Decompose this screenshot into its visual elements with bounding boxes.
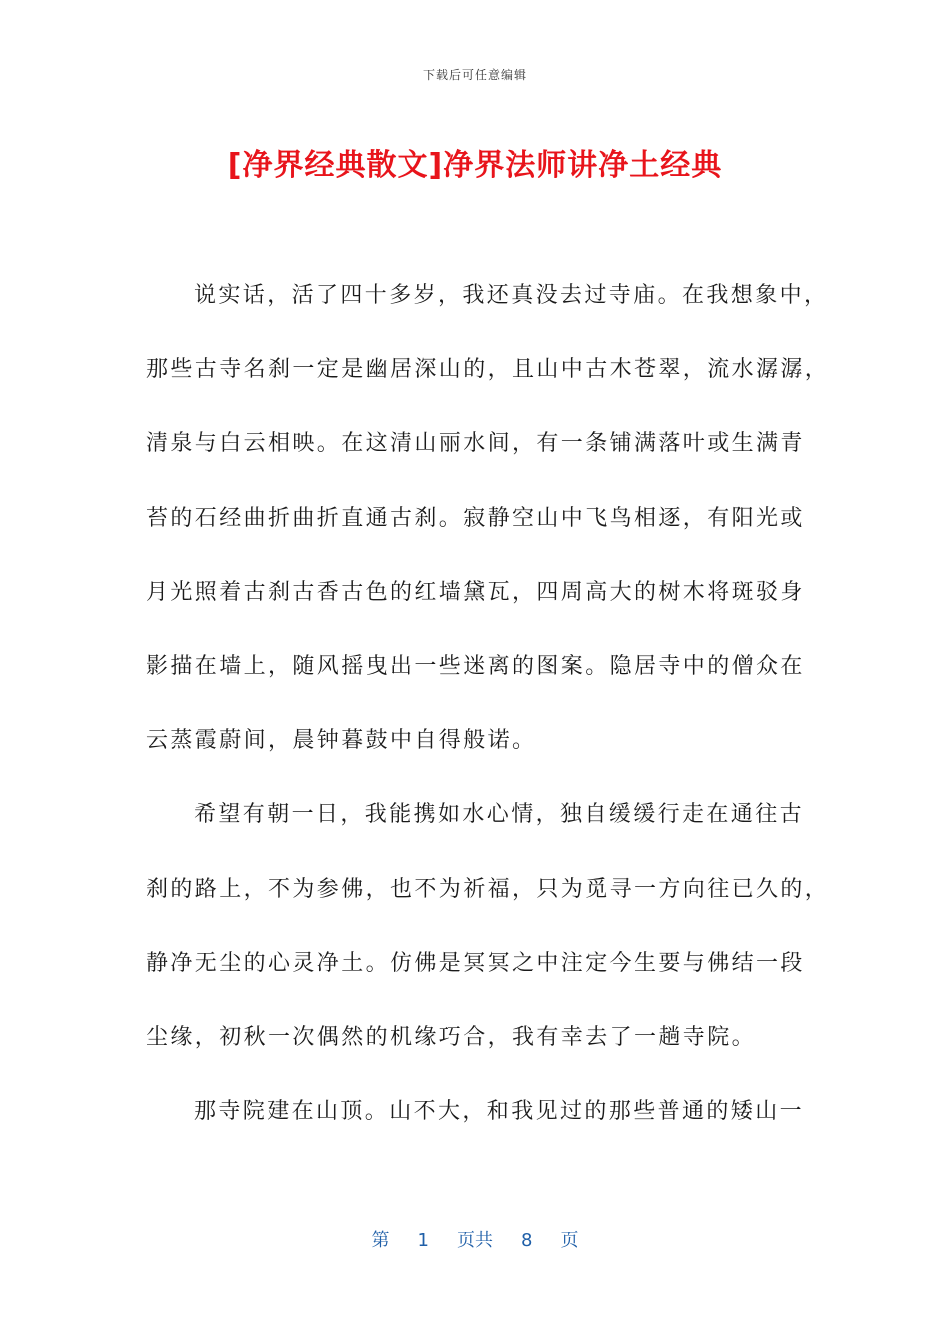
footer-prefix: 第 — [371, 1230, 390, 1251]
document-title: [净界经典散文]净界法师讲净土经典 — [227, 148, 723, 183]
paragraph-1-line-1: 说实话，活了四十多岁，我还真没去过寺庙。在我想象中， — [194, 283, 829, 308]
paragraph-2-line-3: 静净无尘的心灵净土。仿佛是冥冥之中注定今生要与佛结一段 — [146, 950, 805, 976]
footer-total-pages: 8 — [521, 1230, 533, 1251]
paragraph-2-line-1: 希望有朝一日，我能携如水心情，独自缓缓行走在通往古 — [194, 802, 805, 828]
footer-current-page: 1 — [417, 1230, 429, 1251]
paragraph-3-line-1: 那寺院建在山顶。山不大，和我见过的那些普通的矮山一 — [194, 1099, 805, 1125]
paragraph-1-line-3: 清泉与白云相映。在这清山丽水间，有一条铺满落叶或生满青 — [146, 431, 805, 457]
paragraph-2-line-2: 刹的路上，不为参佛，也不为祈福，只为觅寻一方向往已久的， — [146, 876, 830, 902]
paragraph-2-line-4: 尘缘，初秋一次偶然的机缘巧合，我有幸去了一趟寺院。 — [146, 1024, 757, 1050]
page-number-footer — [0, 1226, 950, 1252]
paragraph-1-line-2: 那些古寺名刹一定是幽居深山的，且山中古木苍翠，流水潺潺， — [146, 357, 830, 383]
paragraph-1-line-6: 影描在墙上，随风摇曳出一些迷离的图案。隐居寺中的僧众在 — [146, 653, 805, 679]
page-header-note: 下载后可任意编辑 — [422, 68, 527, 82]
footer-middle: 页共 — [457, 1230, 493, 1251]
paragraph-1-line-5: 月光照着古刹古香古色的红墙黛瓦，四周高大的树木将斑驳身 — [146, 579, 805, 605]
paragraph-1-line-4: 苔的石经曲折曲折直通古刹。寂静空山中飞鸟相逐，有阳光或 — [146, 505, 805, 531]
footer-suffix: 页 — [560, 1230, 579, 1251]
article-body — [146, 276, 830, 1166]
paragraph-1-line-7: 云蒸霞蔚间，晨钟暮鼓中自得般诺。 — [146, 728, 537, 754]
